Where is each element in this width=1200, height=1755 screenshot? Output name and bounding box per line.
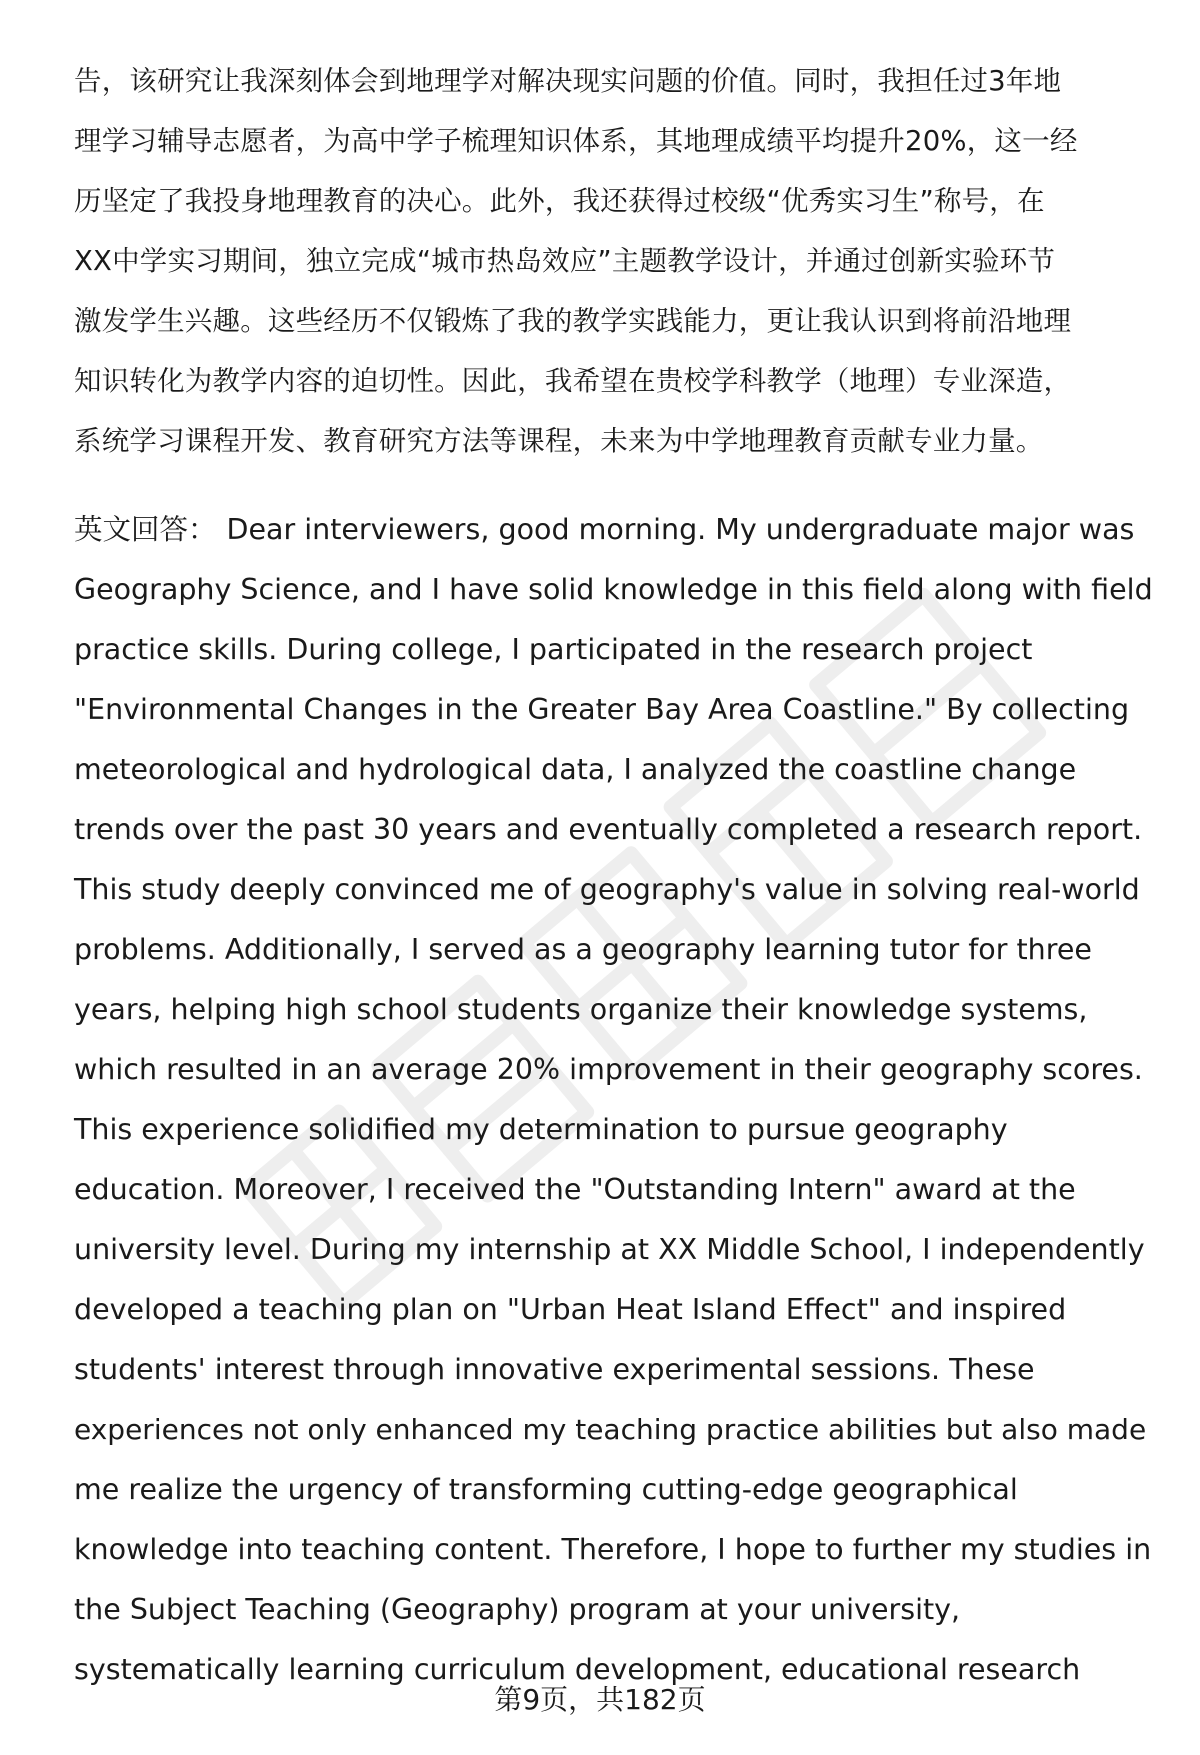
en-line: university level. During my internship at XX Middle School, I independently — [74, 1233, 1145, 1266]
en-line: problems. Additionally, I served as a geography learning tutor for three — [74, 933, 1092, 966]
en-line-first — [74, 500, 1154, 560]
en-line: Dear interviewers, good morning. My undergraduate major was — [226, 513, 1135, 546]
cn-line: 理学习辅导志愿者，为高中学子梳理知识体系，其地理成绩平均提升20%，这一经 — [74, 125, 1078, 157]
en-line: systematically learning curriculum development, educational research — [74, 1653, 1081, 1686]
en-line: This study deeply convinced me of geography's value in solving real-world — [74, 873, 1140, 906]
en-line: practice skills. During college, I participated in the research project — [74, 633, 1033, 666]
en-line: This experience solidified my determination to pursue geography — [74, 1113, 1008, 1146]
en-line: experiences not only enhanced my teaching practice abilities but also made — [74, 1413, 1147, 1446]
en-line: me realize the urgency of transforming cutting-edge geographical — [74, 1473, 1018, 1506]
en-line: "Environmental Changes in the Greater Bay Area Coastline." By collecting — [74, 693, 1130, 726]
cn-line: XX中学实习期间，独立完成“城市热岛效应”主题教学设计，并通过创新实验环节 — [74, 245, 1056, 277]
page-number-footer: 第9页，共182页 — [494, 1683, 706, 1716]
cn-line: 系统学习课程开发、教育研究方法等课程，未来为中学地理教育贡献专业力量。 — [74, 425, 1044, 457]
en-line: the Subject Teaching (Geography) program at your university, — [74, 1593, 961, 1626]
en-line: knowledge into teaching content. Therefore, I hope to further my studies in — [74, 1533, 1152, 1566]
cn-line: 激发学生兴趣。这些经历不仅锻炼了我的教学实践能力，更让我认识到将前沿地理 — [74, 305, 1072, 337]
en-line: education. Moreover, I received the "Outstanding Intern" award at the — [74, 1173, 1076, 1206]
en-line: trends over the past 30 years and eventually completed a research report. — [74, 813, 1143, 846]
en-line: meteorological and hydrological data, I analyzed the coastline change — [74, 753, 1077, 786]
answer-label: 英文回答： — [74, 513, 217, 546]
cn-line: 知识转化为教学内容的迫切性。因此，我希望在贵校学科教学（地理）专业深造， — [74, 365, 1072, 397]
english-answer — [74, 500, 1154, 1700]
cn-line: 历坚定了我投身地理教育的决心。此外，我还获得过校级“优秀实习生”称号，在 — [74, 185, 1045, 217]
cn-line: 告，该研究让我深刻体会到地理学对解决现实问题的价值。同时，我担任过3年地 — [74, 65, 1062, 97]
en-line: years, helping high school students organize their knowledge systems, — [74, 993, 1088, 1026]
en-line: Geography Science, and I have solid knowledge in this field along with field — [74, 573, 1153, 606]
chinese-paragraph — [74, 51, 1154, 471]
en-line: which resulted in an average 20% improvement in their geography scores. — [74, 1053, 1143, 1086]
en-line: developed a teaching plan on "Urban Heat Island Effect" and inspired — [74, 1293, 1067, 1326]
en-line: students' interest through innovative experimental sessions. These — [74, 1353, 1035, 1386]
